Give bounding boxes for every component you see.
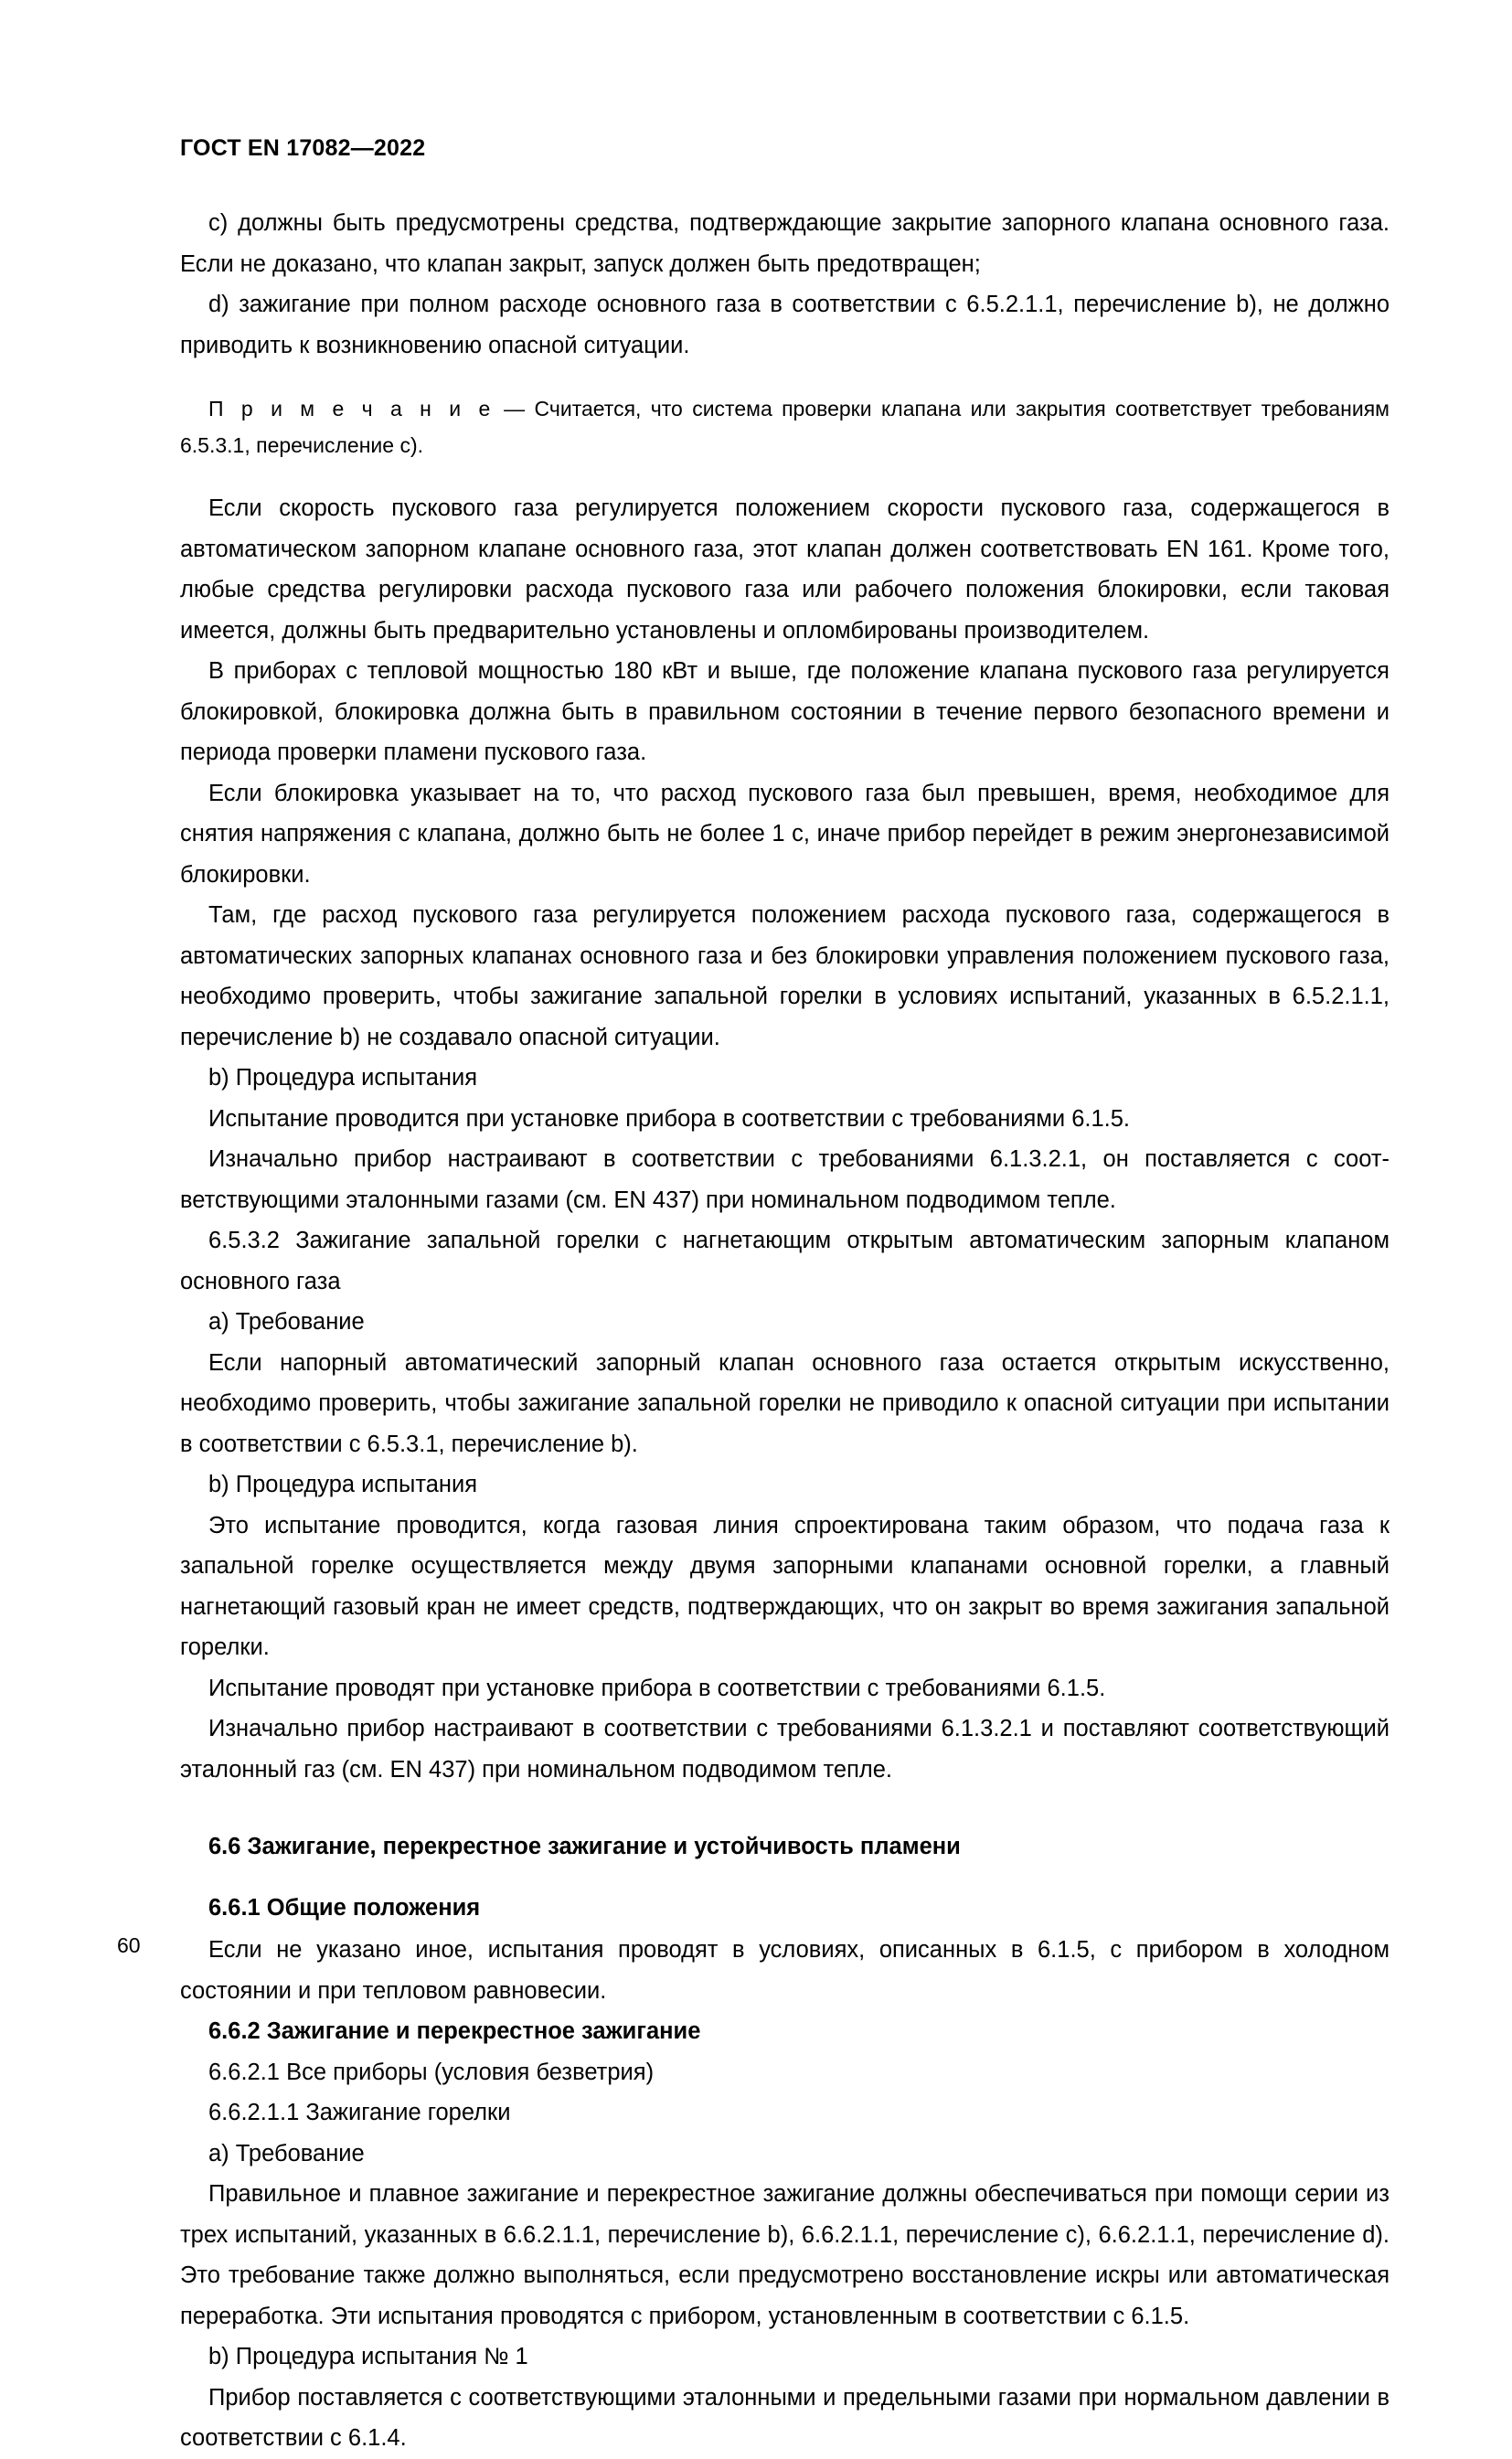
page-number: 60	[117, 1933, 141, 1957]
paragraph-item-b-test-procedure: b) Процедура испытания	[208, 1065, 478, 1091]
heading-6-6: 6.6 Зажигание, перекрестное зажигание и устойчивость пламени	[208, 1834, 961, 1859]
paragraph-item-b-test-procedure-2: b) Процедура испытания	[208, 1472, 478, 1497]
paragraph-clause-6-6-2-1-1: 6.6.2.1.1 Зажигание горелки	[208, 2100, 511, 2125]
paragraph-where-start-gas: Там, где расход пускового газа регулируется положением расхода пускового газа, содержащегося в автоматических запорных клапанах основного газа и без блокировки управления положением пускового газа, необходимо проверить, чтобы зажигание запальной горелки в условиях испытаний, указанных в 6.5.2.1.1, перечисление b) не создавало опасной ситуации.	[180, 902, 1390, 1050]
paragraph-device-supplied: Прибор поставляется с соответствующими эталонными и предельными газами при нормальном давлении в соответствии с 6.1.4.	[180, 2384, 1390, 2451]
document-body	[180, 203, 1390, 2459]
paragraph-pressure-valve-open: Если напорный автоматический запорный клапан основного газа остается открытым искусственно, необходимо проверить, чтобы зажигание запальной горелки не приводило к опасной ситуации при испытании в соответствии с 6.5.3.1, перечисление b).	[180, 1349, 1390, 1457]
paragraph-clause-6-5-3-2: 6.5.3.2 Зажигание запальной горелки с нагнетающим открытым автоматическим запорным клапаном основного газа	[180, 1228, 1390, 1294]
paragraph-test-installation: Испытание проводится при установке прибора в соответствии с требованиями 6.1.5.	[208, 1105, 1130, 1132]
heading-6-6-2: 6.6.2 Зажигание и перекрестное зажигание	[208, 2018, 701, 2044]
document-header: ГОСТ EN 17082—2022	[180, 135, 426, 161]
spacer	[180, 366, 1390, 390]
note-paragraph	[180, 390, 1390, 463]
paragraph-item-a-requirement-2: a) Требование	[208, 2140, 365, 2166]
paragraph-initial-setup-2: Изначально прибор настраивают в соответствии с требованиями 6.1.3.2.1 и поставляют соответствующий эталонный газ (см. EN 437) при номинальном подводимом тепле.	[180, 1716, 1390, 1783]
paragraph-180kw-appliances: В приборах с тепловой мощностью 180 кВт и выше, где положение клапана пускового газа регулируется блокировкой, блокировка должна быть в правильном состоянии в течение первого безопасного времени и периода проверки пламени пускового газа.	[180, 658, 1390, 765]
paragraph-initial-setup: Изначально прибор настраивают в соответствии с требованиями 6.1.3.2.1, он поставляется с соответствующими эталонными газами (см. EN 437) при номинальном подводимом тепле.	[180, 1146, 1390, 1213]
paragraph-start-gas-rate: Если скорость пускового газа регулируется положением скорости пускового газа, содержащегося в автоматическом запорном клапане основного газа, этот клапан должен соответствовать EN 161. Кроме того, любые средства регулировки расхода пускового газа или рабочего положения блокировки, если таковая имеется, должны быть предварительно установлены и опломбированы производителем.	[180, 495, 1390, 644]
spacer	[180, 1868, 1390, 1888]
note-label: П р и м е ч а н и е	[208, 397, 495, 420]
paragraph-correct-ignition: Правильное и плавное зажигание и перекрестное зажигание должны обеспечиваться при помощи серии из трех испытаний, указанных в 6.6.2.1.1, перечисление b), 6.6.2.1.1, перечисление c), 6.6.2.1.1, перечисление d). Это требование также должно выполняться, если предусмотрено восстановление искры или автоматическая переработка. Эти испытания проводятся с прибором, установленным в соответствии с 6.1.5.	[180, 2181, 1390, 2329]
paragraph-6-6-1-body: Если не указано иное, испытания проводят в условиях, описанных в 6.1.5, с прибором в холодном состоянии и при тепловом равновесии.	[180, 1937, 1390, 2004]
paragraph-item-c: c) должны быть предусмотрены средства, подтверждающие закрытие запорного клапана основного газа. Если не доказано, что клапан закрыт, запуск должен быть предотвращен;	[180, 210, 1390, 277]
heading-6-6-1: 6.6.1 Общие положения	[208, 1894, 481, 1921]
note-text: — Считается, что система проверки клапана или закрытия соответствует требованиям 6.5.3.1, перечисление c).	[180, 397, 1390, 457]
paragraph-item-b-test-procedure-no1: b) Процедура испытания № 1	[208, 2344, 528, 2369]
paragraph-this-test-performed: Это испытание проводится, когда газовая линия спроектирована таким образом, что подача газа к запальной горелке осуществляется между двумя запорными клапанами основной горелки, а главный нагнетающий газовый кран не имеет средств, подтверждающих, что он закрыт во время зажигания запальной горелки.	[180, 1512, 1390, 1660]
spacer	[180, 463, 1390, 488]
paragraph-item-d: d) зажигание при полном расходе основного газа в соответствии с 6.5.2.1.1, перечисление b), не должно приводить к возникновению опасной ситуации.	[180, 292, 1390, 358]
paragraph-clause-6-6-2-1: 6.6.2.1 Все приборы (условия безветрия)	[208, 2059, 655, 2085]
paragraph-interlock-release: Если блокировка указывает на то, что расход пускового газа был превышен, время, необходимое для снятия напряжения с клапана, должно быть не более 1 с, иначе прибор перейдет в режим энергонезависимой блокировки.	[180, 780, 1390, 888]
paragraph-test-installation-2: Испытание проводят при установке прибора в соответствии с требованиями 6.1.5.	[208, 1675, 1106, 1701]
spacer	[180, 1790, 1390, 1826]
paragraph-item-a-requirement: a) Требование	[208, 1309, 365, 1335]
